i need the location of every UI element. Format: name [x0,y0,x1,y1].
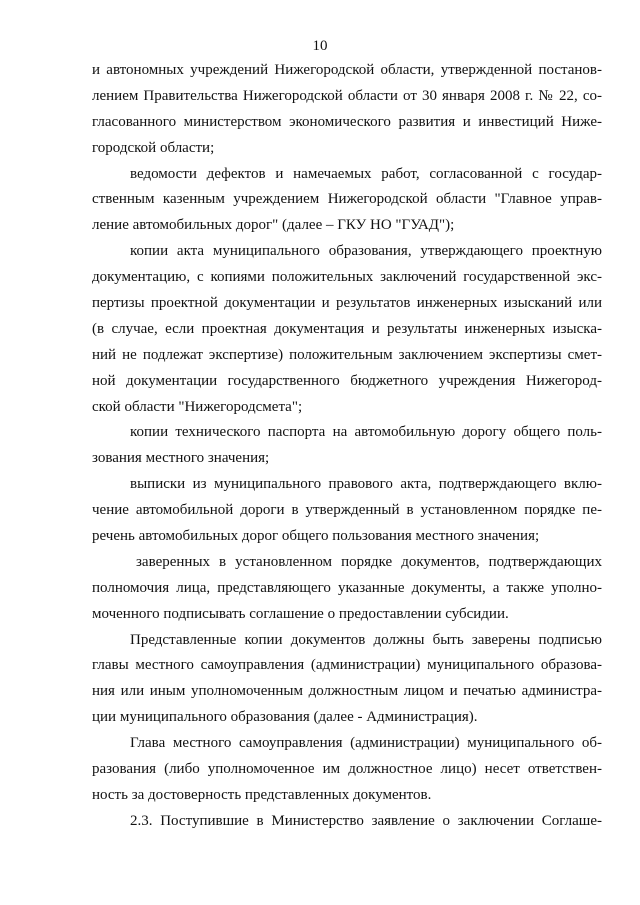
text-line: документацию, с копиями положительных заключений государственной экс- [92,269,602,286]
text-line: заверенных в установленном порядке документов, подтверждающих [136,553,602,570]
text-line: ции муниципального образования (далее - Администрация). [92,709,478,726]
text-line: разования (либо уполномоченное им должностное лицо) несет ответствен- [92,761,602,778]
document-body [92,58,602,835]
text-line: моченного подписывать соглашение о предоставлении субсидии. [92,605,509,622]
text-line: пертизы проектной документации и результатов инженерных изысканий или [92,295,602,312]
text-line: чение автомобильной дороги в утвержденный в установленном порядке пе- [92,502,602,519]
text-line: ской области "Нижегородсмета"; [92,398,303,415]
text-line: ность за достоверность представленных документов. [92,786,432,803]
text-line: ление автомобильных дорог" (далее – ГКУ НО "ГУАД"); [92,217,455,234]
text-line: Представленные копии документов должны быть заверены подписью [130,631,602,648]
text-line: Глава местного самоуправления (администрации) муниципального об- [130,735,602,752]
text-line: ственным казенным учреждением Нижегородской области "Главное управ- [92,191,602,208]
text-line: полномочия лица, представляющего указанные документы, а также уполно- [92,579,602,596]
text-line: копии технического паспорта на автомобильную дорогу общего поль- [130,424,602,441]
text-line: и автономных учреждений Нижегородской области, утвержденной постанов- [92,62,602,78]
text-line: главы местного самоуправления (администрации) муниципального образова- [92,657,602,674]
text-line: зования местного значения; [92,450,270,467]
text-line: ведомости дефектов и намечаемых работ, согласованной с государ- [130,165,602,182]
text-line: лением Правительства Нижегородской области от 30 января 2008 г. № 22, со- [92,87,602,104]
text-line: (в случае, если проектная документация и результаты инженерных изыска- [92,320,602,337]
text-line: ния или иным уполномоченным должностным лицом и печатью администра- [92,683,602,700]
text-line: ний не подлежат экспертизе) положительным заключением экспертизы смет- [92,346,602,363]
text-line: гласованного министерством экономического развития и инвестиций Ниже- [92,113,602,130]
text-line: выписки из муниципального правового акта, подтверждающего вклю- [130,476,602,493]
text-line: городской области; [92,139,215,156]
text-line: копии акта муниципального образования, утверждающего проектную [130,243,602,260]
text-line: 2.3. Поступившие в Министерство заявление о заключении Соглаше- [130,812,602,829]
page-number: 10 [312,38,328,54]
text-line: речень автомобильных дорог общего пользования местного значения; [92,528,540,545]
text-line: ной документации государственного бюджетного учреждения Нижегород- [92,372,602,389]
